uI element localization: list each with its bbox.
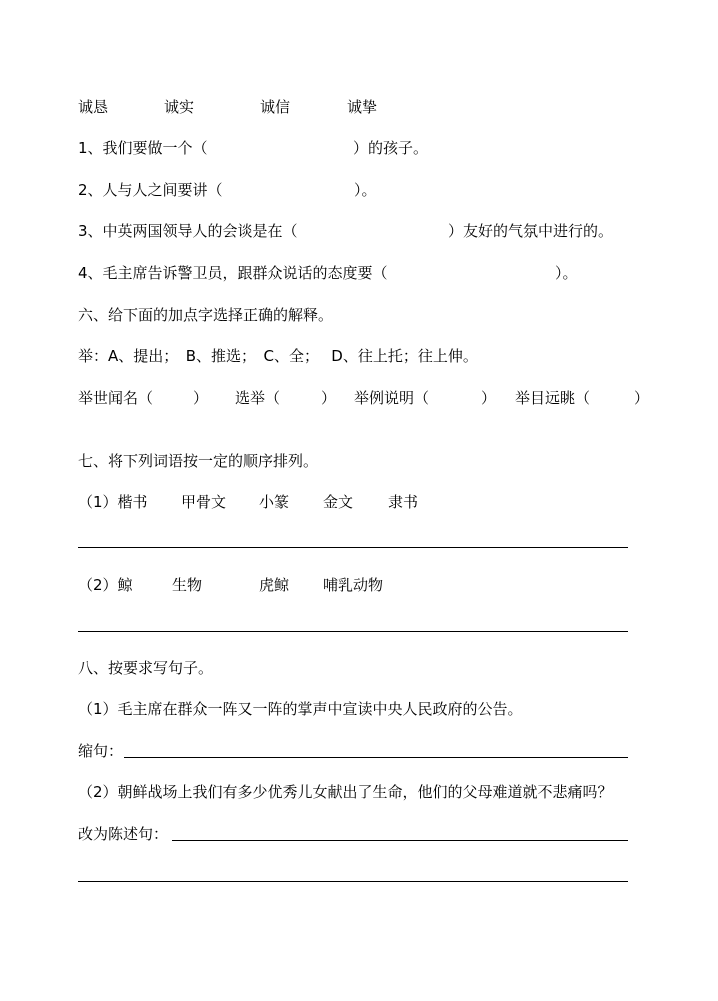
term-item: 举世闻名（ <box>78 389 154 407</box>
answer-line[interactable] <box>78 631 628 632</box>
condense-label: 缩句： <box>78 742 124 760</box>
term-item: 举目远眺（ <box>515 389 591 407</box>
term-item: 选举（ <box>235 389 281 407</box>
question-4-prefix: 4、毛主席告诉警卫员，跟群众说话的态度要（ <box>78 264 388 282</box>
answer-line[interactable] <box>172 840 628 841</box>
section-6-title: 六、给下面的加点字选择正确的解释。 <box>78 306 334 324</box>
declarative-label: 改为陈述句： <box>78 825 169 843</box>
term-item: 举例说明（ <box>354 389 430 407</box>
meanings-list: 举：A、提出； B、推选； C、全； D、往上托；往上伸。 <box>78 347 478 365</box>
word-option: 诚挚 <box>347 98 378 116</box>
group-1-label: （1）楷书 <box>78 493 148 511</box>
question-2-prefix: 2、人与人之间要讲（ <box>78 181 223 199</box>
question-1-suffix: ）的孩子。 <box>353 139 429 157</box>
term-item-close: ） <box>481 389 497 407</box>
question-3-suffix: ）友好的气氛中进行的。 <box>448 222 614 240</box>
term-item-close: ） <box>634 389 650 407</box>
answer-line[interactable] <box>124 757 628 758</box>
group-2-word: 哺乳动物 <box>323 576 384 594</box>
group-1-word: 小篆 <box>259 493 290 511</box>
section-7-title: 七、将下列词语按一定的顺序排列。 <box>78 452 319 470</box>
group-2-word: 生物 <box>172 576 203 594</box>
word-option: 诚恳 <box>78 98 109 116</box>
sentence-2: （2）朝鲜战场上我们有多少优秀儿女献出了生命，他们的父母难道就不悲痛吗？ <box>78 783 613 801</box>
group-1-word: 甲骨文 <box>181 493 227 511</box>
group-2-label: （2）鲸 <box>78 576 133 594</box>
term-item-close: ） <box>193 389 209 407</box>
answer-line[interactable] <box>78 881 628 882</box>
term-item-close: ） <box>321 389 337 407</box>
question-4-suffix: ）。 <box>555 264 578 282</box>
answer-line[interactable] <box>78 547 628 548</box>
group-1-word: 隶书 <box>388 493 419 511</box>
question-1-prefix: 1、我们要做一个（ <box>78 139 208 157</box>
sentence-1: （1）毛主席在群众一阵又一阵的掌声中宣读中央人民政府的公告。 <box>78 700 523 718</box>
group-2-word: 虎鲸 <box>259 576 290 594</box>
question-2-suffix: ）。 <box>354 181 377 199</box>
word-option: 诚实 <box>164 98 195 116</box>
group-1-word: 金文 <box>323 493 354 511</box>
section-8-title: 八、按要求写句子。 <box>78 659 214 677</box>
word-option: 诚信 <box>260 98 291 116</box>
question-3-prefix: 3、中英两国领导人的会谈是在（ <box>78 222 298 240</box>
